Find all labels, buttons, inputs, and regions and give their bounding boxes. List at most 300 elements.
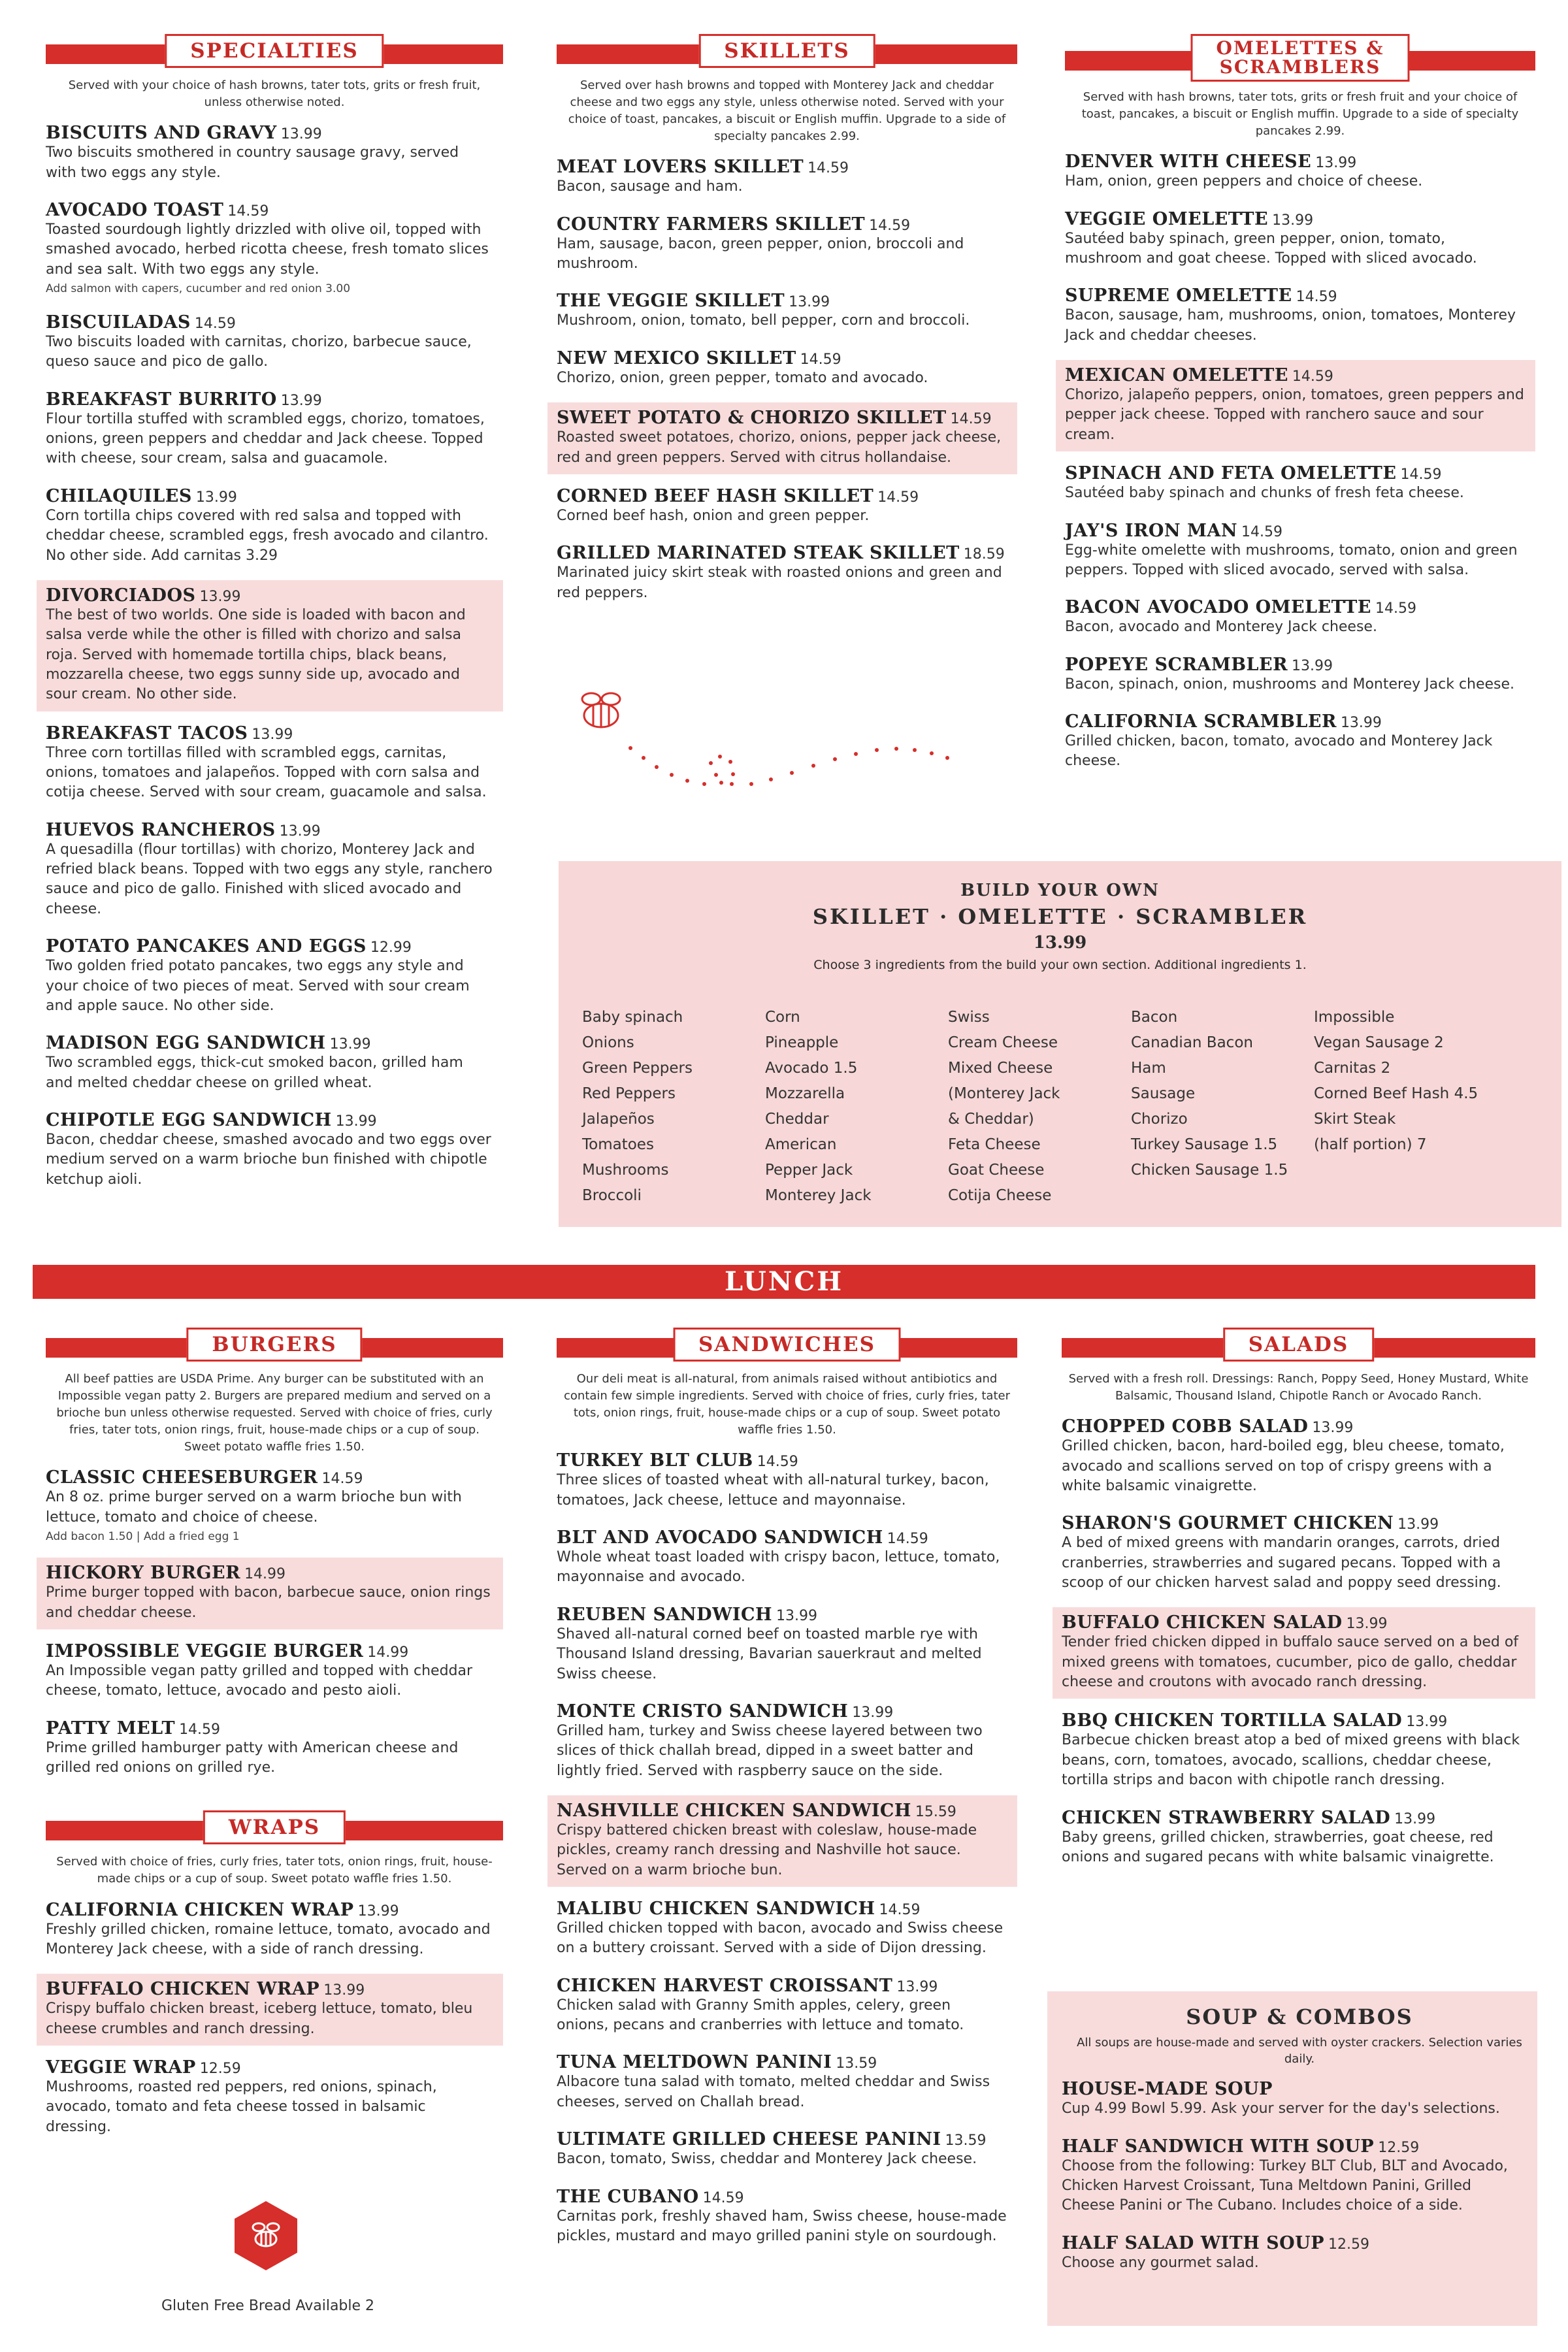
item-heading <box>1065 209 1525 229</box>
ingredient: Avocado 1.5 <box>765 1060 858 1077</box>
item-heading <box>557 1701 1007 1722</box>
item-price: 13.99 <box>199 588 241 605</box>
item-description: Marinated juicy skirt steak with roasted onions and green and red peppers. <box>557 564 1002 601</box>
bee-badge-icon <box>230 2200 302 2272</box>
item-description: Bacon, sausage and ham. <box>557 178 743 195</box>
menu-item <box>557 1699 1017 1786</box>
title-line-1: OMELETTES & <box>1216 37 1384 59</box>
item-price: 14.59 <box>321 1471 363 1488</box>
item-price: 14.59 <box>1296 289 1337 306</box>
item-description: Crispy buffalo chicken breast, iceberg lettuce, tomato, bleu cheese crumbles and ranch dressing. <box>46 2001 473 2037</box>
menu-item <box>557 1448 1017 1516</box>
byo-price: 13.99 <box>1033 933 1087 953</box>
item-price: 13.99 <box>279 823 321 840</box>
ingredient: Ham <box>1131 1060 1166 1077</box>
item-heading <box>1065 365 1525 385</box>
item-name: BREAKFAST TACOS <box>46 723 248 743</box>
ingredient: & Cheddar) <box>948 1111 1034 1128</box>
menu-item <box>37 580 503 711</box>
ingredient: Green Peppers <box>582 1060 693 1077</box>
menu-item-list <box>46 1897 503 2143</box>
item-description: Prime burger topped with bacon, barbecue sauce, onion rings and cheddar cheese. <box>46 1584 491 1621</box>
menu-item <box>1062 2076 1537 2124</box>
section-note: Our deli meat is all-natural, from animals raised without antibiotics and contain few simple ingredients. Served with choice of fries, curly fries, tater tots, onion rings, fruit, house-made chips or a cup of soup. Sweet potato waffle fries 1.50. <box>564 1372 1010 1437</box>
salads-column <box>1062 1326 1535 1882</box>
soup-combos-panel <box>1047 1991 1537 2326</box>
item-price: 13.59 <box>836 2055 877 2072</box>
item-description: Crispy battered chicken breast with coleslaw, house-made pickles, creamy ranch dressing and Nashville hot sauce. Served on a warm brioche bun. <box>557 1821 977 1878</box>
ingredient: Goat Cheese <box>948 1162 1045 1179</box>
item-description: Ham, sausage, bacon, green pepper, onion, broccoli and mushroom. <box>557 235 964 272</box>
item-description: Bacon, cheddar cheese, smashed avocado and two eggs over medium served on a warm brioche bun finished with chipotle ketchup aioli. <box>46 1131 491 1188</box>
item-name: TURKEY BLT CLUB <box>557 1450 753 1471</box>
item-description: Choose any gourmet salad. <box>1062 2254 1259 2271</box>
item-name: HALF SALAD WITH SOUP <box>1062 2232 1325 2253</box>
item-price: 14.59 <box>869 217 911 234</box>
item-name: CHOPPED COBB SALAD <box>1062 1416 1309 1437</box>
menu-item <box>1065 518 1535 586</box>
salads-header <box>1062 1326 1535 1365</box>
item-price: 13.99 <box>329 1036 371 1053</box>
item-description: Corned beef hash, onion and green pepper. <box>557 507 870 524</box>
item-heading <box>557 1605 1007 1625</box>
menu-item <box>557 2184 1017 2252</box>
item-description: Roasted sweet potatoes, chorizo, onions, pepper jack cheese, red and green peppers. Served with citrus hollandaise. <box>557 429 1002 466</box>
omelettes-header <box>1065 33 1535 84</box>
menu-item-list <box>1062 1414 1535 1872</box>
item-description: Bacon, avocado and Monterey Jack cheese. <box>1065 619 1377 636</box>
menu-item-list <box>46 1465 503 1783</box>
item-price: 13.99 <box>776 1607 818 1624</box>
ingredient: Swiss <box>948 1009 990 1026</box>
section-title: BURGERS <box>186 1328 362 1362</box>
item-description: Chicken salad with Granny Smith apples, celery, green onions, pecans and cranberries with lettuce and tomato. <box>557 1997 964 2034</box>
ingredient: Pineapple <box>765 1034 839 1051</box>
item-heading <box>1062 2136 1527 2157</box>
menu-item <box>46 817 503 924</box>
item-description: Mushroom, onion, tomato, bell pepper, corn and broccoli. <box>557 312 970 329</box>
item-heading <box>1062 1710 1525 1731</box>
item-heading <box>557 291 1007 311</box>
item-heading <box>1062 1513 1525 1533</box>
item-price: 12.59 <box>1378 2139 1420 2156</box>
item-description: Bacon, tomato, Swiss, cheddar and Monterey Jack cheese. <box>557 2151 977 2168</box>
specialties-header <box>46 33 503 72</box>
item-heading <box>1062 2079 1527 2099</box>
byo-column <box>1314 1005 1529 1209</box>
item-name: HICKORY BURGER <box>46 1563 241 1584</box>
item-heading <box>46 1641 493 1661</box>
item-price: 13.99 <box>280 392 322 409</box>
wraps-header <box>46 1809 503 1848</box>
menu-item <box>46 1897 503 1965</box>
item-name: BBQ CHICKEN TORTILLA SALAD <box>1062 1710 1403 1731</box>
menu-item <box>557 346 1017 393</box>
item-name: CALIFORNIA SCRAMBLER <box>1065 711 1337 732</box>
menu-item <box>1065 652 1535 700</box>
item-name: HOUSE-MADE SOUP <box>1062 2079 1273 2100</box>
menu-item <box>46 120 503 188</box>
item-name: BISCUILADAS <box>46 312 191 333</box>
menu-item <box>557 288 1017 336</box>
byo-heading: BUILD YOUR OWN <box>960 881 1160 900</box>
item-description: Ham, onion, green peppers and choice of cheese. <box>1065 173 1423 190</box>
ingredient: Monterey Jack <box>765 1187 872 1204</box>
item-name: BUFFALO CHICKEN WRAP <box>46 1979 320 2000</box>
item-heading <box>46 312 493 333</box>
menu-item <box>1062 1414 1535 1501</box>
item-heading <box>557 2052 1007 2072</box>
item-name: CHILAQUILES <box>46 485 192 506</box>
item-heading <box>557 543 1007 563</box>
item-name: COUNTRY FARMERS SKILLET <box>557 214 866 235</box>
item-price: 15.59 <box>915 1803 956 1820</box>
item-addon: Add salmon with capers, cucumber and red onion 3.00 <box>46 282 351 295</box>
item-name: NASHVILLE CHICKEN SANDWICH <box>557 1800 911 1821</box>
menu-item <box>1065 461 1535 508</box>
menu-item <box>557 2127 1017 2174</box>
item-heading <box>1065 597 1525 617</box>
menu-item <box>46 387 503 474</box>
item-description: Sautéed baby spinach, green pepper, onion, tomato, mushroom and goat cheese. Topped with sliced avocado. <box>1065 230 1477 267</box>
item-name: AVOCADO TOAST <box>46 199 224 220</box>
item-price: 13.99 <box>896 1978 938 1995</box>
item-name: CHICKEN HARVEST CROISSANT <box>557 1975 893 1996</box>
item-description: Cup 4.99 Bowl 5.99. Ask your server for the day's selections. <box>1062 2100 1500 2117</box>
item-heading <box>557 2129 1007 2149</box>
ingredient: Onions <box>582 1034 634 1051</box>
item-description: Sautéed baby spinach and chunks of fresh feta cheese. <box>1065 485 1464 502</box>
item-price: 13.99 <box>195 489 237 506</box>
ingredient: Pepper Jack <box>765 1162 853 1179</box>
ingredient: Impossible <box>1314 1009 1395 1026</box>
byo-title: SKILLET · OMELETTE · SCRAMBLER <box>812 904 1308 929</box>
item-description: Grilled ham, turkey and Swiss cheese layered between two slices of thick challah bread, dipped in a sweet batter and lightly fried. Served with raspberry sauce on the side. <box>557 1722 983 1779</box>
section-title: WRAPS <box>203 1810 346 1844</box>
menu-item <box>1056 360 1535 451</box>
item-heading <box>46 1979 493 1999</box>
item-name: MEAT LOVERS SKILLET <box>557 157 804 178</box>
ingredient: Cream Cheese <box>948 1034 1058 1051</box>
section-note: Served with your choice of hash browns, tater tots, grits or fresh fruit, unless otherwise noted. <box>68 78 481 110</box>
ingredient: Bacon <box>1131 1009 1178 1026</box>
item-name: MADISON EGG SANDWICH <box>46 1033 326 1054</box>
item-heading <box>1065 711 1525 732</box>
item-price: 13.99 <box>1315 155 1357 172</box>
item-heading <box>557 157 1007 177</box>
menu-item <box>1053 1607 1535 1699</box>
menu-item-list <box>1062 2076 1537 2278</box>
item-heading <box>557 214 1007 235</box>
item-heading <box>1065 152 1525 172</box>
menu-item <box>1062 1708 1535 1795</box>
gluten-free-note: Gluten Free Bread Available 2 <box>161 2298 375 2314</box>
menu-item <box>557 1973 1017 2041</box>
item-heading <box>46 585 493 606</box>
item-heading <box>557 1801 1007 1821</box>
menu-item <box>46 1716 503 1784</box>
menu-item-list <box>46 120 503 1195</box>
ingredient: Cotija Cheese <box>948 1187 1052 1204</box>
item-description: Flour tortilla stuffed with scrambled eggs, chorizo, tomatoes, onions, green peppers and cheddar and Jack cheese. Topped with cheese, sour cream, salsa and guacamole. <box>46 410 485 467</box>
item-price: 14.59 <box>227 203 269 220</box>
menu-item <box>1065 283 1535 351</box>
byo-column <box>582 1005 765 1209</box>
item-description: Grilled chicken topped with bacon, avocado and Swiss cheese on a buttery croissant. Served with a side of Dijon dressing. <box>557 1920 1004 1957</box>
menu-item <box>46 721 503 808</box>
item-description: Shaved all-natural corned beef on toasted marble rye with Thousand Island dressing, Bavarian sauerkraut and melted Swiss cheese. <box>557 1625 982 1682</box>
menu-item <box>557 212 1017 280</box>
soup-title: SOUP & COMBOS <box>1186 2004 1413 2029</box>
item-price: 13.99 <box>323 1982 365 1999</box>
item-name: GRILLED MARINATED STEAK SKILLET <box>557 543 960 564</box>
soup-note: All soups are house-made and served with oyster crackers. Selection varies daily. <box>1077 2036 1522 2066</box>
item-description: Carnitas pork, freshly shaved ham, Swiss cheese, house-made pickles, mustard and mayo grilled panini style on sourdough. <box>557 2208 1007 2244</box>
sandwiches-header <box>557 1326 1017 1365</box>
item-name: TUNA MELTDOWN PANINI <box>557 2052 832 2073</box>
item-description: The best of two worlds. One side is loaded with bacon and salsa verde while the other is filled with chorizo and salsa roja. Served with homemade tortilla chips, black beans, mozzarella cheese, two eggs sunny side up, avocado and sour cream. No other side. <box>46 606 466 703</box>
item-name: SUPREME OMELETTE <box>1065 286 1292 306</box>
item-heading <box>1062 1808 1525 1828</box>
section-title: SALADS <box>1223 1328 1375 1362</box>
item-price: 13.99 <box>852 1704 894 1721</box>
item-price: 13.99 <box>1340 714 1382 731</box>
ingredient: Tomatoes <box>582 1136 654 1153</box>
ingredient: Baby spinach <box>582 1009 683 1026</box>
item-description: Whole wheat toast loaded with crispy bacon, lettuce, tomato, mayonnaise and avocado. <box>557 1549 1000 1586</box>
item-name: BUFFALO CHICKEN SALAD <box>1062 1612 1343 1633</box>
ingredient: Mushrooms <box>582 1162 669 1179</box>
item-name: VEGGIE WRAP <box>46 2057 196 2078</box>
menu-item <box>1062 2230 1537 2278</box>
item-description: An Impossible vegan patty grilled and topped with cheddar cheese, tomato, lettuce, avocado and pesto aioli. <box>46 1662 473 1699</box>
item-price: 13.99 <box>1406 1714 1448 1731</box>
byo-column <box>1131 1005 1314 1209</box>
byo-column <box>765 1005 948 1209</box>
item-heading <box>557 348 1007 368</box>
item-description: Two golden fried potato pancakes, two eggs any style and your choice of two pieces of meat. Served with sour cream and apple sauce. No other side. <box>46 958 470 1014</box>
item-name: REUBEN SANDWICH <box>557 1604 773 1625</box>
item-heading <box>46 486 493 506</box>
menu-item <box>46 1107 503 1195</box>
byo-column <box>948 1005 1131 1209</box>
item-price: 12.59 <box>1328 2236 1370 2253</box>
item-description: Albacore tuna salad with tomato, melted cheddar and Swiss cheeses, served on Challah bread. <box>557 2074 990 2110</box>
item-name: MALIBU CHICKEN SANDWICH <box>557 1899 875 1919</box>
menu-item <box>557 540 1017 608</box>
item-price: 14.99 <box>244 1566 286 1583</box>
item-description: Grilled chicken, bacon, hard-boiled egg, bleu cheese, tomato, avocado and scallions served on top of crispy greens with a white balsamic vinaigrette. <box>1062 1438 1505 1494</box>
item-heading <box>557 486 1007 506</box>
menu-item <box>46 1030 503 1098</box>
menu-item <box>1062 1511 1535 1598</box>
item-price: 13.59 <box>945 2132 987 2149</box>
burgers-column <box>46 1326 503 2151</box>
ingredient: Chicken Sausage 1.5 <box>1131 1162 1288 1179</box>
item-name: HALF SANDWICH WITH SOUP <box>1062 2136 1375 2157</box>
item-name: SHARON'S GOURMET CHICKEN <box>1062 1513 1394 1534</box>
item-description: Baby greens, grilled chicken, strawberries, goat cheese, red onions and sugared pecans with white balsamic vinaigrette. <box>1062 1829 1494 1865</box>
item-description: Grilled chicken, bacon, tomato, avocado and Monterey Jack cheese. <box>1065 732 1493 770</box>
item-price: 14.59 <box>950 411 992 428</box>
menu-item <box>547 402 1017 474</box>
item-description: Tender fried chicken dipped in buffalo sauce served on a bed of mixed greens with tomatoes, cucumber, pico de gallo, cheddar cheese and croutons with avocado ranch dressing. <box>1062 1634 1519 1691</box>
item-price: 12.59 <box>199 2060 241 2077</box>
ingredient: Canadian Bacon <box>1131 1034 1253 1051</box>
item-price: 14.59 <box>194 315 236 332</box>
ingredient: Carnitas 2 <box>1314 1060 1391 1077</box>
item-description: Prime grilled hamburger patty with American cheese and grilled red onions on grilled rye. <box>46 1739 459 1776</box>
item-heading <box>46 1718 493 1739</box>
item-heading <box>557 408 1007 428</box>
item-price: 14.59 <box>1400 466 1442 483</box>
item-name: CALIFORNIA CHICKEN WRAP <box>46 1899 354 1920</box>
item-heading <box>1065 286 1525 306</box>
item-heading <box>46 200 493 220</box>
menu-item-list <box>557 1448 1017 2251</box>
item-name: CORNED BEEF HASH SKILLET <box>557 485 874 506</box>
item-price: 13.99 <box>1272 212 1314 229</box>
menu-item <box>557 1896 1017 1964</box>
ingredient: American <box>765 1136 837 1153</box>
item-heading <box>46 2057 493 2078</box>
menu-item <box>1062 1805 1535 1873</box>
menu-item <box>1065 206 1535 274</box>
item-price: 13.99 <box>357 1903 399 1919</box>
item-name: BLT AND AVOCADO SANDWICH <box>557 1527 883 1548</box>
item-heading <box>1062 2233 1527 2253</box>
item-price: 14.59 <box>1375 600 1416 617</box>
item-price: 14.59 <box>800 351 841 368</box>
burgers-header <box>46 1326 503 1365</box>
menu-item <box>1065 709 1535 777</box>
item-price: 12.99 <box>370 939 412 956</box>
ingredient: Chorizo <box>1131 1111 1188 1128</box>
ingredient: Jalapeños <box>582 1111 655 1128</box>
menu-item <box>46 483 503 571</box>
item-description: Barbecue chicken breast atop a bed of mixed greens with black beans, corn, tomatoes, avocado, scallions, cheddar cheese, tortilla strips and bacon with chipotle ranch dressing. <box>1062 1732 1520 1789</box>
item-name: NEW MEXICO SKILLET <box>557 348 796 368</box>
item-name: CHIPOTLE EGG SANDWICH <box>46 1109 332 1130</box>
item-description: Choose from the following: Turkey BLT Club, BLT and Avocado, Chicken Harvest Croissant, Tuna Meltdown Panini, Grilled Cheese Panini or The Cubano. Includes choice of a side. <box>1062 2157 1508 2214</box>
section-note: Served with hash browns, tater tots, grits or fresh fruit and your choice of toast, pancakes, a biscuit or English muffin. Upgrade to a side of specialty pancakes 2.99. <box>1081 90 1519 139</box>
skillets-header <box>557 33 1017 72</box>
item-heading <box>557 1976 1007 1996</box>
item-heading <box>46 1563 493 1583</box>
item-description: Chorizo, onion, green pepper, tomato and avocado. <box>557 369 928 386</box>
item-description: An 8 oz. prime burger served on a warm brioche bun with lettuce, tomato and choice of cheese. <box>46 1489 462 1526</box>
menu-item-list <box>1065 149 1535 776</box>
menu-item <box>46 1639 503 1707</box>
item-price: 13.99 <box>335 1113 377 1130</box>
ingredient: Mozzarella <box>765 1085 845 1102</box>
item-name: POPEYE SCRAMBLER <box>1065 654 1288 675</box>
menu-item <box>557 1525 1017 1593</box>
ingredient: Sausage <box>1131 1085 1196 1102</box>
menu-item <box>46 310 503 378</box>
item-description: Two scrambled eggs, thick-cut smoked bacon, grilled ham and melted cheddar cheese on grilled wheat. <box>46 1054 463 1091</box>
item-name: SWEET POTATO & CHORIZO SKILLET <box>557 408 947 429</box>
lunch-banner: LUNCH <box>33 1265 1535 1299</box>
item-heading <box>557 1899 1007 1919</box>
ingredient: Vegan Sausage 2 <box>1314 1034 1444 1051</box>
item-heading <box>46 936 493 956</box>
menu-item-list <box>557 154 1017 608</box>
section-title: SPECIALTIES <box>165 34 384 68</box>
item-name: PATTY MELT <box>46 1718 176 1739</box>
item-price: 14.59 <box>179 1721 221 1738</box>
menu-item <box>557 2050 1017 2117</box>
item-description: Freshly grilled chicken, romaine lettuce, tomato, avocado and Monterey Jack cheese, with a side of ranch dressing. <box>46 1921 491 1957</box>
section-note: Served over hash browns and topped with Monterey Jack and cheddar cheese and two eggs any style, unless otherwise noted. Served with your choice of toast, pancakes, a biscuit or English muffin. Upgrade to a side of specialty pancakes 2.99. <box>568 78 1006 144</box>
item-description: Chorizo, jalapeño peppers, onion, tomatoes, green peppers and pepper jack cheese. Topped with ranchero sauce and sour cream. <box>1065 387 1524 443</box>
item-name: CHICKEN STRAWBERRY SALAD <box>1062 1807 1391 1828</box>
item-description: Two biscuits loaded with carnitas, chorizo, barbecue sauce, queso sauce and pico de gallo. <box>46 333 472 370</box>
item-name: THE CUBANO <box>557 2186 699 2207</box>
specialties-column <box>46 33 503 1204</box>
item-price: 18.59 <box>963 546 1005 563</box>
byo-note: Choose 3 ingredients from the build your own section. Additional ingredients 1. <box>813 958 1307 972</box>
menu-item <box>46 197 503 301</box>
ingredient: Skirt Steak <box>1314 1111 1396 1128</box>
item-price: 13.99 <box>1394 1810 1436 1827</box>
item-heading <box>46 389 493 410</box>
item-name: DENVER WITH CHEESE <box>1065 152 1312 172</box>
item-name: VEGGIE OMELETTE <box>1065 208 1269 229</box>
item-addon: Add bacon 1.50 | Add a fried egg 1 <box>46 1530 240 1544</box>
item-description: Toasted sourdough lightly drizzled with olive oil, topped with smashed avocado, herbed ricotta cheese, fresh tomato slices and sea salt. With two eggs any style. <box>46 221 489 278</box>
item-price: 14.59 <box>1292 368 1333 385</box>
ingredient: Turkey Sausage 1.5 <box>1131 1136 1278 1153</box>
item-heading <box>557 1450 1007 1471</box>
item-heading <box>46 1467 493 1488</box>
item-price: 14.59 <box>702 2189 744 2206</box>
item-name: BREAKFAST BURRITO <box>46 389 277 410</box>
menu-item <box>1062 2134 1537 2221</box>
menu-item <box>37 1558 503 1629</box>
ingredient: Corned Beef Hash 4.5 <box>1314 1085 1478 1102</box>
item-name: JAY'S IRON MAN <box>1065 520 1238 541</box>
item-heading <box>46 123 493 143</box>
section-title: SANDWICHES <box>673 1328 901 1362</box>
item-price: 13.99 <box>252 726 293 743</box>
menu-item <box>557 1602 1017 1690</box>
item-heading <box>46 723 493 743</box>
ingredient: (half portion) 7 <box>1314 1136 1427 1153</box>
item-name: BACON AVOCADO OMELETTE <box>1065 597 1371 618</box>
item-description: A bed of mixed greens with mandarin oranges, carrots, dried cranberries, strawberries and sugared pecans. Topped with a scoop of our chicken harvest salad and poppy seed dressing. <box>1062 1535 1501 1591</box>
item-description: Three corn tortillas filled with scrambled eggs, carnitas, onions, tomatoes and jalapeños. Topped with corn salsa and cotija cheese. Served with sour cream, guacamole and salsa. <box>46 744 487 801</box>
item-price: 14.59 <box>808 160 849 177</box>
item-price: 14.59 <box>1241 523 1282 540</box>
ingredient: Mixed Cheese <box>948 1060 1053 1077</box>
section-note: All beef patties are USDA Prime. Any burger can be substituted with an Impossible vegan patty 2. Burgers are prepared medium and served on a brioche bun unless otherwise requested. Served with choice of fries, curly fries, tater tots, onion rings, fruit, house-made chips or a cup of soup. Sweet potato waffle fries 1.50. <box>56 1372 493 1454</box>
item-description: Bacon, sausage, ham, mushrooms, onion, tomatoes, Monterey Jack and cheddar cheeses. <box>1065 307 1516 344</box>
menu-item <box>547 1795 1017 1887</box>
item-price: 14.59 <box>887 1531 928 1548</box>
item-description: Mushrooms, roasted red peppers, red onions, spinach, avocado, tomato and feta cheese tossed in balsamic dressing. <box>46 2078 437 2135</box>
ingredient: Corn <box>765 1009 800 1026</box>
item-heading <box>1065 521 1525 541</box>
menu-item <box>46 934 503 1021</box>
bee-icon <box>562 686 1039 823</box>
item-description: A quesadilla (flour tortillas) with chorizo, Monterey Jack and refried black beans. Topped with two eggs any style, ranchero sauce and pico de gallo. Finished with sliced avocado and cheese. <box>46 841 493 917</box>
item-name: ULTIMATE GRILLED CHEESE PANINI <box>557 2129 941 2150</box>
item-price: 13.99 <box>789 294 830 311</box>
byo-ingredient-grid <box>582 1005 1543 1209</box>
item-price: 13.99 <box>1346 1616 1388 1633</box>
item-description: Corn tortilla chips covered with red salsa and topped with cheddar cheese, scrambled eggs, fresh avocado and cilantro. No other side. Add carnitas 3.29 <box>46 507 489 564</box>
